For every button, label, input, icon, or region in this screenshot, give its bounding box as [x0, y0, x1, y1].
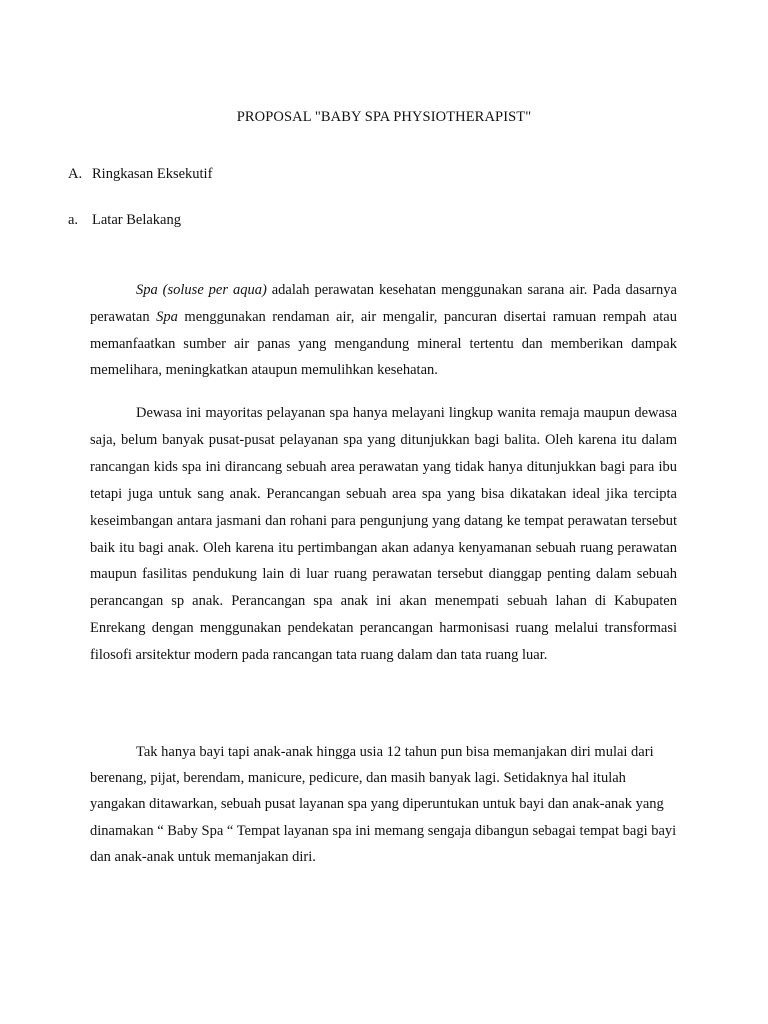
- paragraph-text: menggunakan rendaman air, air mengalir, pancuran disertai ramuan rempah atau memanfaatkan sumber air panas yang mengandung mineral tertentu dan memberikan dampak memelihara, meningkatkan ataupun memulihkan kesehatan.: [90, 308, 677, 379]
- paragraph-italic-term: Spa (soluse per aqua): [136, 282, 267, 298]
- document-title: PROPOSAL "BABY SPA PHYSIOTHERAPIST": [236, 109, 532, 125]
- section-heading-a: [68, 166, 212, 183]
- section-heading-label: Ringkasan Eksekutif: [92, 166, 213, 182]
- paragraph-background: Dewasa ini mayoritas pelayanan spa hanya melayani lingkup wanita remaja maupun dewasa saja, belum banyak pusat-pusat pelayanan spa yang ditunjukkan bagi balita. Oleh karena itu dalam rancangan kids spa ini dirancang sebuah area perawatan yang tidak hanya ditunjukkan bagi para ibu tetapi juga untuk sang anak. Perancangan sebuah area spa yang bisa dikatakan ideal jika tercipta keseimbangan antara jasmani dan rohani para pengunjung yang datang ke tempat perawatan tersebut baik itu bagi anak. Oleh karena itu pertimbangan akan adanya kenyamanan sebuah ruang perawatan maupun fasilitas pendukung lain di luar ruang perawatan tersebut dianggap penting dalam sebuah perancangan sp anak. Perancangan spa anak ini akan menempati sebuah lahan di Kabupaten Enrekang dengan menggunakan pendekatan perancangan harmonisasi ruang melalui transformasi filosofi arsitektur modern pada rancangan tata ruang dalam dan tata ruang luar.: [90, 405, 677, 664]
- subsection-marker: a.: [68, 212, 79, 228]
- subsection-heading-a: [68, 212, 181, 229]
- paragraph-italic-term: Spa: [156, 308, 178, 325]
- paragraph-baby-spa: Tak hanya bayi tapi anak-anak hingga usia 12 tahun pun bisa memanjakan diri mulai dari berenang, pijat, berendam, manicure, pedicure, dan masih banyak lagi. Setidaknya hal itulah yangakan ditawarkan, sebuah pusat layanan spa yang diperuntukan untuk bayi dan anak-anak yang dinamakan “ Baby Spa “ Tempat layanan spa ini memang sengaja dibangun sebagai tempat bagi bayi dan anak-anak untuk memanjakan diri.: [90, 744, 677, 865]
- section-marker: A.: [68, 166, 83, 182]
- paragraph-text: adalah perawatan kesehatan menggunakan sarana air. Pada dasarnya perawatan: [90, 282, 677, 325]
- subsection-heading-label: Latar Belakang: [92, 212, 181, 228]
- paragraph-spa-definition: [90, 277, 677, 384]
